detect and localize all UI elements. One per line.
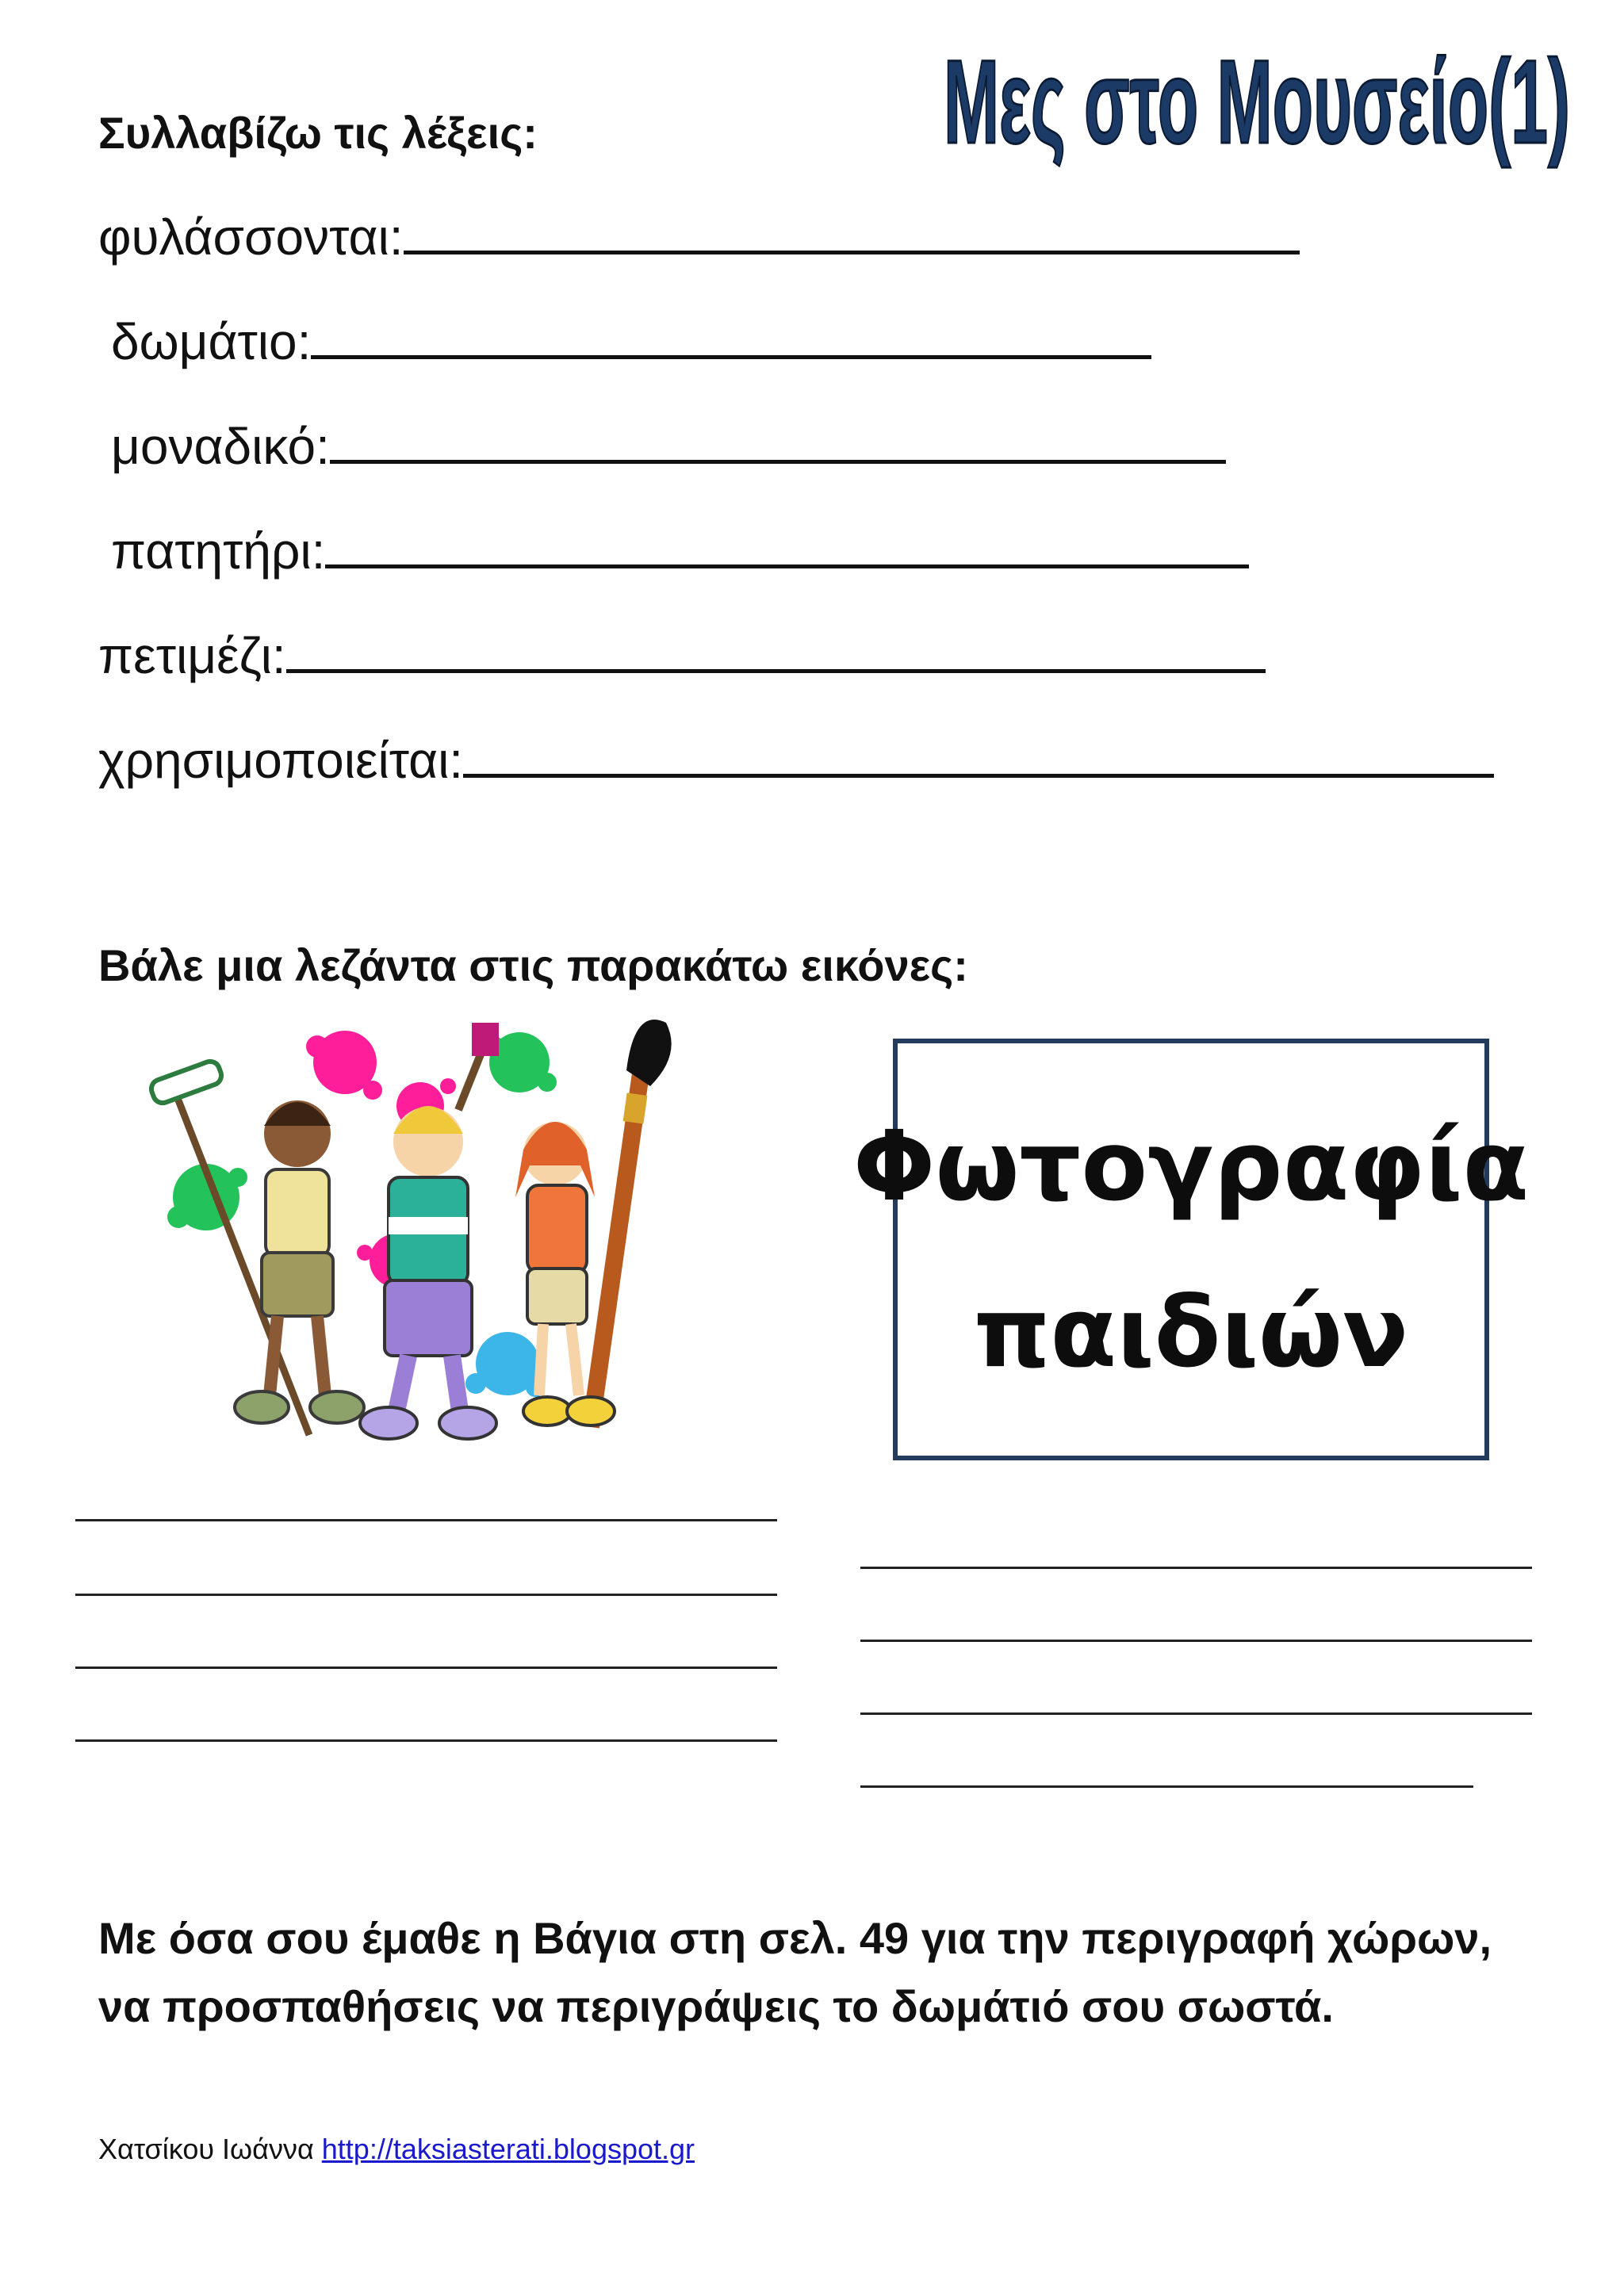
word-label: δωμάτιο: <box>111 313 312 370</box>
description-task <box>98 1904 1492 2041</box>
caption-writing-line[interactable] <box>75 1739 777 1742</box>
footer-link[interactable]: http://taksiasterati.blogspot.gr <box>321 2133 695 2165</box>
worksheet-title <box>944 24 1578 198</box>
footer-author: Χατσίκου Ιωάννα <box>98 2133 314 2165</box>
syllabify-heading: Συλλαβίζω τις λέξεις: <box>98 108 538 158</box>
caption-heading: Βάλε μια λεζάντα στις παρακάτω εικόνες: <box>98 940 968 990</box>
photo-placeholder-box <box>852 1039 1530 1460</box>
caption-writing-line[interactable] <box>75 1594 777 1596</box>
description-line: Με όσα σου έμαθε η Βάγια στη σελ. 49 για την περιγραφή χώρων, <box>98 1913 1492 1963</box>
word-label: μοναδικό: <box>111 418 330 475</box>
child-figure-icon <box>149 1059 364 1435</box>
word-row <box>98 732 1494 789</box>
children-painting-icon <box>135 1015 737 1467</box>
answer-blank[interactable] <box>404 211 1300 254</box>
word-label: φυλάσσονται: <box>98 209 404 266</box>
caption-writing-line[interactable] <box>860 1712 1532 1715</box>
description-line: να προσπαθήσεις να περιγράψεις το δωμάτιό σου σωστά. <box>98 1981 1334 2031</box>
word-row <box>111 522 1249 580</box>
photo-box-text-line2: παιδιών <box>973 1276 1409 1389</box>
word-row <box>111 313 1151 370</box>
word-row <box>98 627 1266 684</box>
answer-blank[interactable] <box>286 629 1266 673</box>
caption-writing-line[interactable] <box>860 1785 1473 1788</box>
footer <box>98 2133 695 2166</box>
word-row <box>98 209 1300 266</box>
answer-blank[interactable] <box>463 734 1494 778</box>
caption-writing-line[interactable] <box>75 1519 777 1521</box>
answer-blank[interactable] <box>311 316 1151 359</box>
word-label: χρησιμοποιείται: <box>98 732 464 789</box>
caption-writing-line[interactable] <box>860 1640 1532 1642</box>
word-label: πετιμέζι: <box>98 627 286 684</box>
answer-blank[interactable] <box>325 525 1249 568</box>
word-label: πατητήρι: <box>111 522 326 580</box>
word-row <box>111 418 1226 475</box>
answer-blank[interactable] <box>330 420 1226 464</box>
photo-box-text-line1: Φωτογραφία <box>852 1110 1530 1223</box>
caption-writing-line[interactable] <box>860 1567 1532 1569</box>
caption-writing-line[interactable] <box>75 1667 777 1669</box>
worksheet-title-text: Μες στο Μουσείο(1) <box>944 35 1570 168</box>
